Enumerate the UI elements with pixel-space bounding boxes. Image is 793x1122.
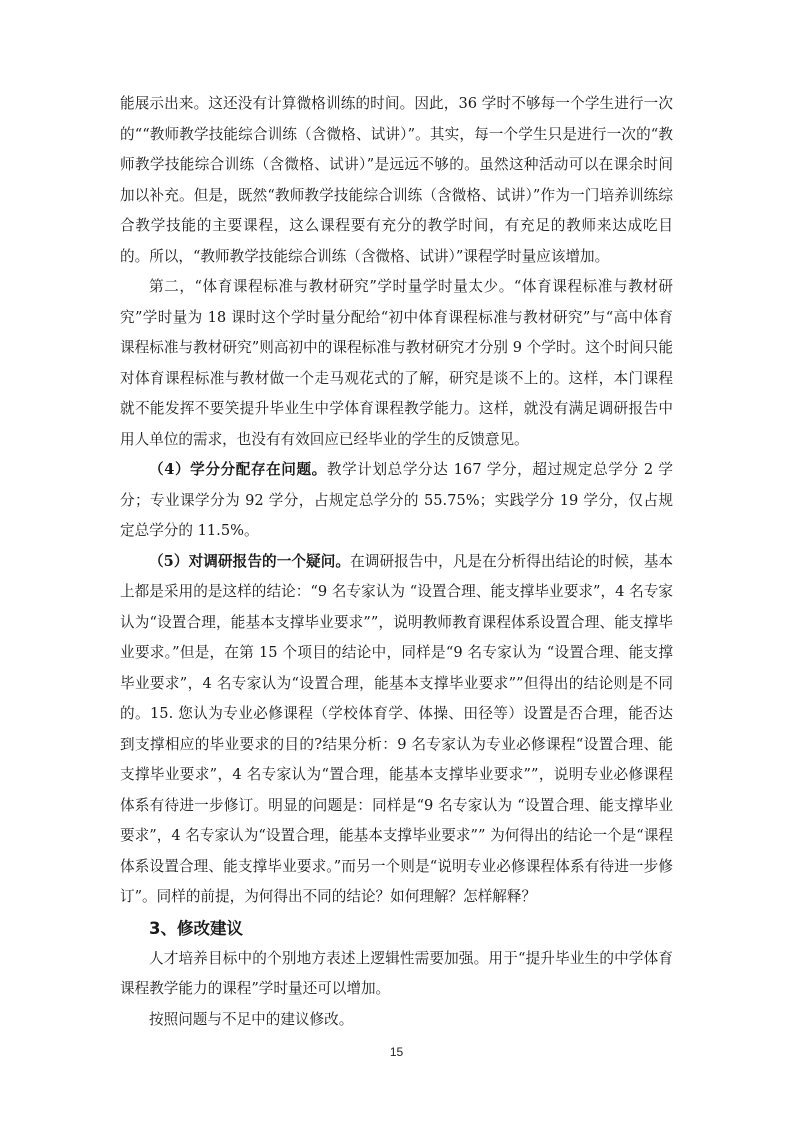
paragraph-revision-followup: 按照问题与不足中的建议修改。 [149, 1010, 354, 1028]
section-heading-revision: 3、修改建议 [149, 918, 243, 938]
credit-allocation-text: 教学计划总学分达 167 学分，超过规定总学分 2 学分；专业课学分为 92 学分，占规定总学分的 55.75%；实践学分 19 学分，仅占规定总学分的 11.5%。 [120, 461, 674, 539]
report-question-text: 在调研报告中，凡是在分析得出结论的时候，基本上都是采用的是这样的结论：“9 名专家认为 “设置合理、能支撑毕业要求”，4 名专家认为“设置合理，能基本支撑毕业要求””，说明教师教育课程体系设置合理、能支撑毕业要求。”但是，在第 15 个项目的结论中，同样是“9 名专家认为 “设置合理、能支撑毕业要求”，4 名专家认为“设置合理，能基本支撑毕业要求””但得出的结论则是不同的。15. 您认为专业必修课程（学校体育学、体操、田径等）设置是否合理，能否达到支撑相应的毕业要求的目的?结果分析：9 名专家认为专业必修课程“设置合理、能支撑毕业要求”，4 名专家认为“置合理，能基本支撑毕业要求””，说明专业必修课程体系有待进一步修订。明显的问题是：同样是“9 名专家认为 “设置合理、能支撑毕业要求”，4 名专家认为“设置合理，能基本支撑毕业要求”” 为何得出的结论一个是“课程体系设置合理、能支撑毕业要求。”而另一个则是“说明专业必修课程体系有待进一步修订”。同样的前提，为何得出不同的结论？如何理解？怎样解释？ [120, 552, 673, 905]
page-number: 15 [389, 1045, 404, 1059]
paragraph-report-question [120, 547, 673, 913]
paragraph-microteaching: 能展示出来。这还没有计算微格训练的时间。因此，36 学时不够每一个学生进行一次的““教师教学技能综合训练（含微格、试讲）”。其实，每一个学生只是进行一次的“教师教学技能综合训练（含微格、试讲）”是远远不够的。虽然这种活动可以在课余时间加以补充。但是，既然“教师教学技能综合训练（含微格、试讲）”作为一门培养训练综合教学技能的主要课程，这么课程要有充分的教学时间，有充足的教师来达成吃目的。所以，“教师教学技能综合训练（含微格、试讲）”课程学时量应该增加。 [120, 95, 673, 265]
paragraph-curriculum-standards: 第二，“体育课程标准与教材研究”学时量学时量太少。“体育课程标准与教材研究”学时量为 18 课时这个学时量分配给“初中体育课程标准与教材研究”与“高中体育课程标准与教材研究”则高初中的课程标准与教材研究才分别 9 个学时。这个时间只能对体育课程标准与教材做一个走马观花式的了解，研究是谈不上的。这样，本门课程就不能发挥不要笑提升毕业生中学体育课程教学能力。这样，就没有满足调研报告中用人单位的需求，也没有有效回应已经毕业的学生的反馈意见。 [120, 278, 673, 448]
paragraph-credit-allocation [120, 455, 673, 547]
credit-allocation-label: （4）学分分配存在问题。 [149, 461, 327, 478]
paragraph-revision-suggestion: 人才培养目标中的个别地方表述上逻辑性需要加强。用于“提升毕业生的中学体育课程教学能力的课程”学时量还可以增加。 [120, 949, 673, 997]
body-text [120, 89, 673, 1035]
report-question-label: （5）对调研报告的一个疑问。 [149, 552, 351, 570]
